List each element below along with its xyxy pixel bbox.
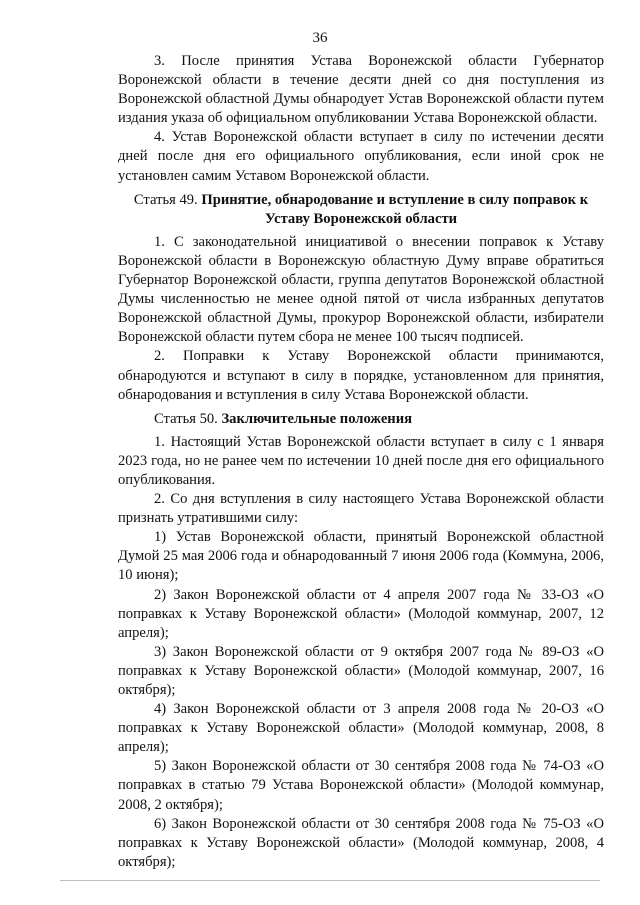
repealed-item-5: 5) Закон Воронежской области от 30 сентября 2008 года № 74-ОЗ «О поправках в статью 79 Устава Воронежской области» (Молодой коммунар, 2008, 2 октября); bbox=[118, 758, 604, 813]
paragraph-4: 4. Устав Воронежской области вступает в силу по истечении десяти дней после дня его официального опубликования, если иной срок не установлен самим Уставом Воронежской области. bbox=[118, 129, 604, 184]
article-49-paragraph-1: 1. С законодательной инициативой о внесении поправок к Уставу Воронежской области в Воронежскую областную Думу вправе обратиться Губернатор Воронежской области, группа депутатов Воронежской областной Думы численностью не менее одной пятой от числа избранных депутатов Воронежской областной Думы, прокурор Воронежской области, избиратели Воронежской области путем сбора не менее 100 тысяч подписей. bbox=[118, 233, 604, 346]
repealed-item-2: 2) Закон Воронежской области от 4 апреля 2007 года № 33-ОЗ «О поправках к Уставу Воронежской области» (Молодой коммунар, 2007, 12 апреля); bbox=[118, 586, 604, 641]
article-49-prefix: Статья 49. bbox=[133, 191, 202, 208]
scan-edge-line bbox=[60, 880, 600, 881]
repealed-item-6: 6) Закон Воронежской области от 30 сентября 2008 года № 75-ОЗ «О поправках к Уставу Воронежской области» (Молодой коммунар, 2008, 4 октября); bbox=[118, 815, 604, 870]
document-body bbox=[118, 52, 604, 872]
article-50-paragraph-1: 1. Настоящий Устав Воронежской области вступает в силу с 1 января 2023 года, но не ранее чем по истечении 10 дней после дня его официального опубликования. bbox=[118, 433, 604, 488]
article-49-paragraph-2: 2. Поправки к Уставу Воронежской области принимаются, обнародуются и вступают в силу в порядке, установленном для принятия, обнародования и вступления в силу Устава Воронежской области. bbox=[118, 348, 604, 403]
paragraph-3: 3. После принятия Устава Воронежской области Губернатор Воронежской области в течение десяти дней со дня поступления из Воронежской областной Думы обнародует Устав Воронежской области путем издания указа об официальном опубликовании Устава Воронежской области. bbox=[118, 53, 604, 127]
page-number: 36 bbox=[312, 30, 328, 46]
article-50-paragraph-2: 2. Со дня вступления в силу настоящего Устава Воронежской области признать утратившими силу: bbox=[118, 491, 604, 527]
article-49-title: Принятие, обнародование и вступление в силу поправок к Уставу Воронежской области bbox=[201, 191, 589, 227]
article-49-heading bbox=[118, 191, 604, 229]
article-50-title: Заключительные положения bbox=[221, 410, 413, 427]
article-50-heading bbox=[118, 410, 604, 429]
repealed-item-4: 4) Закон Воронежской области от 3 апреля 2008 года № 20-ОЗ «О поправках к Уставу Воронежской области» (Молодой коммунар, 2008, 8 апреля); bbox=[118, 701, 604, 756]
article-50-prefix: Статья 50. bbox=[154, 410, 222, 427]
repealed-item-3: 3) Закон Воронежской области от 9 октября 2007 года № 89-ОЗ «О поправках к Уставу Воронежской области» (Молодой коммунар, 2007, 16 октября); bbox=[118, 643, 604, 698]
repealed-item-1: 1) Устав Воронежской области, принятый Воронежской областной Думой 25 мая 2006 года и обнародованный 7 июня 2006 года (Коммуна, 2006, 10 июня); bbox=[118, 529, 604, 584]
